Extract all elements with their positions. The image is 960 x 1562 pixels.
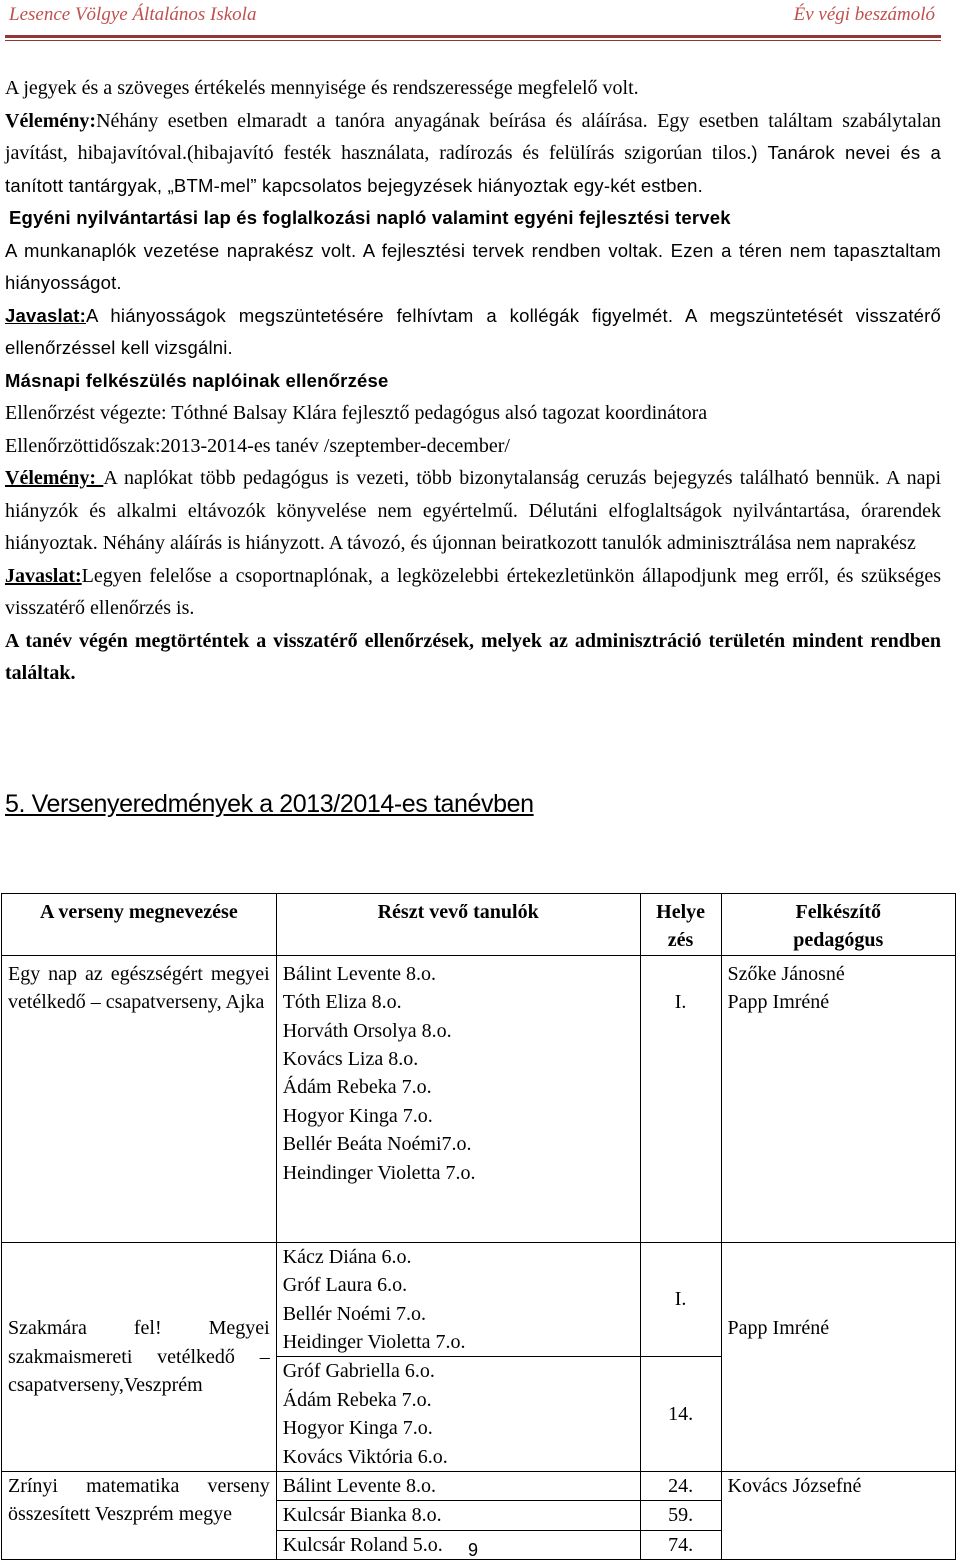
student: Bellér Beáta Noémi7.o. xyxy=(282,1133,472,1156)
table-header-row xyxy=(2,894,956,956)
paragraph-opinion-1 xyxy=(5,105,941,203)
suggestion-2-text: Legyen felelőse a csoportnaplónak, a legközelebbi értekezletünkön állapodjunk meg erről, és szükséges visszatérő ellenőrzés is. xyxy=(5,564,941,619)
heading-preparation-logs: Másnapi felkészülés naplóinak ellenőrzése xyxy=(5,369,389,391)
table-row xyxy=(2,955,956,1242)
report-body xyxy=(5,72,941,690)
student: Ádám Rebeka 7.o. xyxy=(282,1076,432,1099)
section-title-competitions: 5. Versenyeredmények a 2013/2014-es tanévben xyxy=(5,790,534,818)
header-document-title: Év végi beszámoló xyxy=(793,4,935,25)
heading-individual-records: Egyéni nyilvántartási lap és foglalkozási napló valamint egyéni fejlesztési tervek xyxy=(9,207,731,228)
student: Tóth Eliza 8.o. xyxy=(282,991,402,1014)
student: Bálint Levente 8.o. xyxy=(282,962,437,985)
opinion-2-label: Vélemény: xyxy=(5,467,104,489)
suggestion-label: Javaslat: xyxy=(5,304,86,326)
teacher-cell xyxy=(721,955,955,1242)
header-school-name: Lesence Völgye Általános Iskola xyxy=(9,4,257,25)
placement: I. xyxy=(674,991,687,1014)
student: Bálint Levente 8.o. xyxy=(276,1472,640,1501)
student-list xyxy=(276,955,640,1242)
opinion-text: Néhány esetben elmaradt a tanóra anyagának beírása és aláírása. Egy esetben találtam szabálytalan javítást, hibajavítóval.(hibajavító festék használata, radírozás és felülírás szigorúan tilos. xyxy=(5,109,941,164)
student: Hogyor Kinga 7.o. xyxy=(282,1417,433,1440)
competition-name: Zrínyi matematika verseny összesített Veszprém megye xyxy=(2,1472,277,1560)
paragraph-opinion-2 xyxy=(5,462,941,560)
header-rule-thick xyxy=(5,35,941,38)
teacher: Kovács Józsefné xyxy=(721,1472,955,1560)
teacher: Papp Imréné xyxy=(727,991,830,1014)
student: Hogyor Kinga 7.o. xyxy=(282,1104,433,1127)
student: Ádám Rebeka 7.o. xyxy=(282,1388,432,1411)
placement: 74. xyxy=(640,1530,721,1559)
student: Kulcsár Roland 5.o. xyxy=(276,1530,640,1559)
opinion-label: Vélemény: xyxy=(5,109,97,132)
placement: 24. xyxy=(640,1472,721,1501)
opinion-text-continued: ) Tanárok nevei és a tanított tantárgyak, „BTM-mel” kapcsolatos bejegyzések hiányoztak egy-két estben. xyxy=(5,142,941,196)
placement: 59. xyxy=(640,1501,721,1530)
student: Bellér Noémi 7.o. xyxy=(282,1302,427,1325)
student: Heindinger Violetta 7.o. xyxy=(282,1161,476,1184)
header-competition: A verseny megnevezése xyxy=(2,894,277,956)
student: Kovács Liza 8.o. xyxy=(282,1048,419,1071)
header-rule-thin xyxy=(5,40,941,41)
header-placement: Helye zés xyxy=(640,894,721,956)
suggestion-2-label: Javaslat: xyxy=(5,564,82,587)
header-students: Részt vevő tanulók xyxy=(276,894,640,956)
student: Horváth Orsolya 8.o. xyxy=(282,1019,452,1042)
teacher: Szőke Jánosné xyxy=(727,962,845,985)
paragraph-suggestion-1 xyxy=(5,300,941,365)
placement: 14. xyxy=(640,1357,721,1472)
competition-name: Szakmára fel! Megyei szakmaismereti vetélkedő – csapatverseny,Veszprém xyxy=(2,1242,277,1471)
placement: I. xyxy=(640,1242,721,1357)
paragraph-period: Ellenőrzöttidőszak:2013-2014-es tanév /szeptember-december/ xyxy=(5,434,510,457)
paragraph-suggestion-2 xyxy=(5,560,941,625)
suggestion-text: A hiányosságok megszüntetésére felhívtam a kollégák figyelmét. A megszüntetését visszatérő ellenőrzéssel kell vizsgálni. xyxy=(5,304,941,358)
competition-results-table xyxy=(1,893,956,1560)
page-number: 9 xyxy=(467,1540,478,1560)
student-list xyxy=(276,1357,640,1472)
page-header xyxy=(5,0,941,41)
paragraph-grades: A jegyek és a szöveges értékelés mennyisége és rendszeressége megfelelő volt. xyxy=(5,77,639,99)
student: Kácz Diána 6.o. xyxy=(282,1245,412,1268)
header-teacher: Felkészítő pedagógus xyxy=(721,894,955,956)
table-row xyxy=(2,1242,956,1357)
competition-name: Egy nap az egészségért megyei vetélkedő – csapatverseny, Ajka xyxy=(2,955,277,1242)
student: Kovács Viktória 6.o. xyxy=(282,1445,448,1468)
teacher: Papp Imréné xyxy=(721,1242,955,1471)
opinion-2-text: A naplókat több pedagógus is vezeti, több bizonytalanság ceruzás bejegyzés található bennük. A napi hiányzók és alkalmi eltávozók könyvelése nem egyértelmű. Délutáni elfoglaltságok nyilvántartása, órarendek hiányoztak. Néhány aláírás is hiányzott. A távozó, és újonnan beiratkozott tanulók adminisztrálása nem naprakész xyxy=(5,467,942,554)
paragraph-inspector: Ellenőrzést végezte: Tóthné Balsay Klára fejlesztő pedagógus alsó tagozat koordinátora xyxy=(5,402,708,424)
student-list xyxy=(276,1242,640,1357)
student: Kulcsár Bianka 8.o. xyxy=(276,1501,640,1530)
student: Heidinger Violetta 7.o. xyxy=(282,1331,466,1354)
placement-cell xyxy=(640,955,721,1242)
student: Gróf Gabriella 6.o. xyxy=(282,1360,435,1383)
paragraph-workbooks: A munkanaplók vezetése naprakész volt. A fejlesztési tervek rendben voltak. Ezen a téren nem tapasztaltam hiányosságot. xyxy=(5,239,941,293)
table-row xyxy=(2,1472,956,1501)
paragraph-conclusion: A tanév végén megtörténtek a visszatérő ellenőrzések, melyek az adminisztráció területén mindent rendben találtak. xyxy=(5,629,941,684)
student: Gróf Laura 6.o. xyxy=(282,1274,408,1297)
